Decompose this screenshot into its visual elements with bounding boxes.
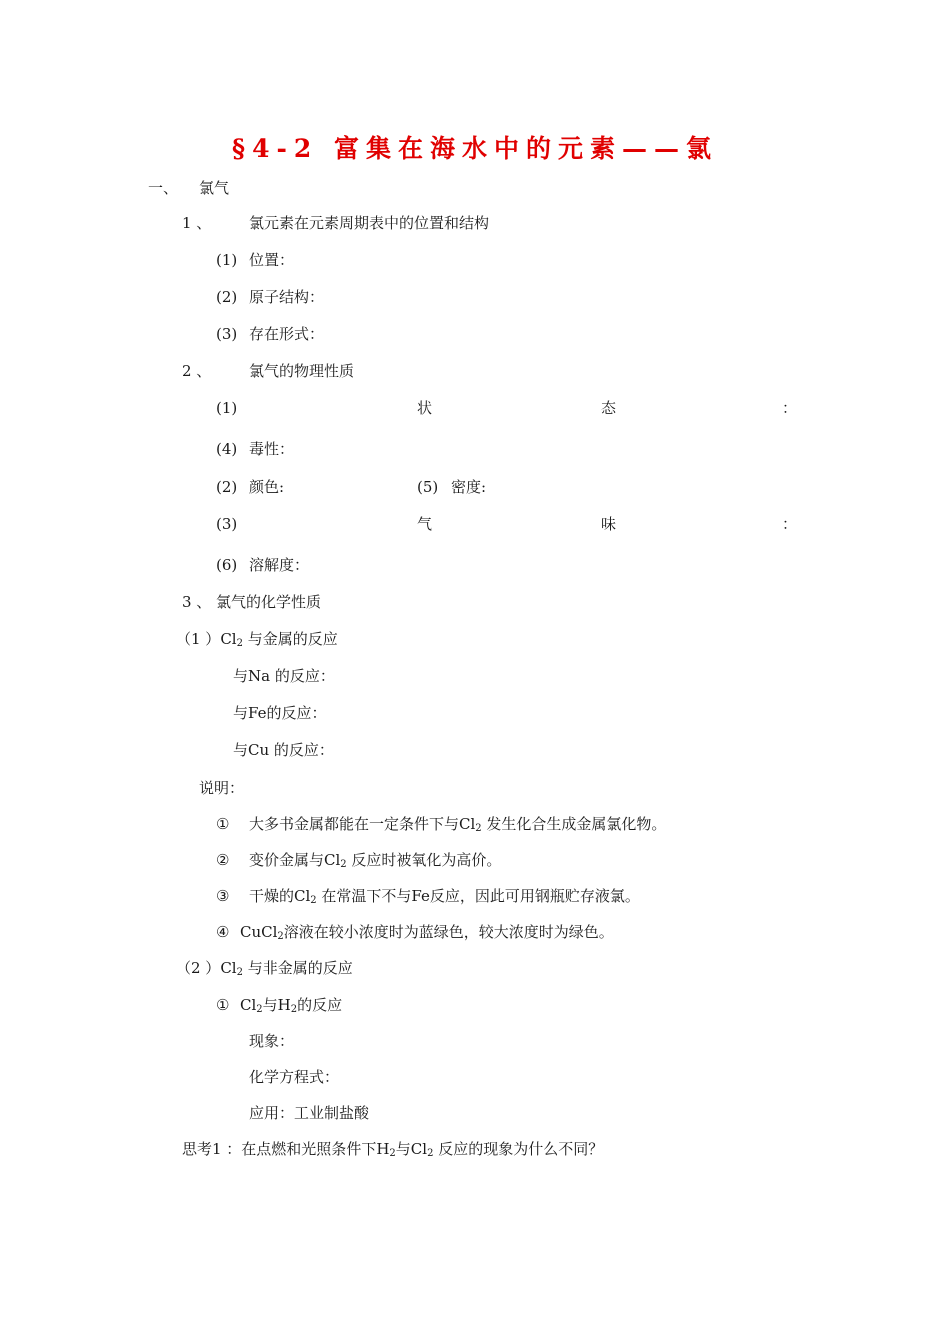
think-question-1: 思考1 ：在点燃和光照条件下$H_2$与$Cl_2$ 反应的现象为什么不同？ [182,1140,604,1159]
sub-item-number: (1) [216,251,238,269]
item-3-number: 3 、 [182,593,212,611]
phys-state-char-2: 态 [601,399,617,417]
sub-item-occurrence: 存在形式： [249,325,325,343]
phys-state-number: (1) [216,399,238,417]
note-3-mark: ③ [216,887,230,905]
h2-phenomenon: 现象： [249,1032,295,1050]
section-1-number: 一、 [148,179,179,197]
phys-color-label: 颜色: [249,478,285,496]
phys-solubility-label: 溶解度： [249,556,310,574]
metal-reaction-na: 与Na 的反应： [233,667,335,685]
phys-density-label: 密度: [451,478,487,496]
note-2-mark: ② [216,851,230,869]
sub-item-atomic-structure: 原子结构： [249,288,325,306]
item-3-label: 氯气的化学性质 [216,593,322,611]
note-1-text: 大多书金属都能在一定条件下与$Cl_2$ 发生化合生成金属氯化物。 [249,815,667,834]
note-4-text: CuCl$_2$溶液在较小浓度时为蓝绿色，较大浓度时为绿色。 [240,923,614,942]
note-label: 说明： [199,779,245,797]
sub-item-number: (3) [216,325,238,343]
phys-smell-colon: ： [782,515,798,533]
item-1-number: 1 、 [182,214,212,232]
sub-item-position: 位置： [249,251,295,269]
page-title: §4-2 富集在海水中的元素——氯 [232,134,718,163]
phys-toxicity-label: 毒性： [249,440,295,458]
phys-smell-char-2: 味 [601,515,617,533]
metal-reaction-fe: 与Fe的反应： [233,704,327,722]
h2-equation: 化学方程式： [249,1068,340,1086]
sub-item-number: (2) [216,288,238,306]
part-2-heading: （2 ）$Cl_2$ 与非金属的反应 [176,959,353,978]
phys-color-number: (2) [216,478,238,496]
phys-toxicity-number: (4) [216,440,238,458]
note-1-mark: ① [216,815,230,833]
part-1-heading: （1 ）$Cl_2$ 与金属的反应 [176,630,338,649]
phys-density-number: (5) [417,478,439,496]
item-1-label: 氯元素在元素周期表中的位置和结构 [249,214,490,232]
h2-reaction-mark: ① [216,996,230,1014]
phys-state-colon: ： [782,399,798,417]
note-4-mark: ④ [216,923,230,941]
section-1-label: 氯气 [199,179,230,197]
item-2-label: 氯气的物理性质 [249,362,355,380]
phys-smell-number: (3) [216,515,238,533]
phys-state-char-1: 状 [417,399,433,417]
phys-solubility-number: (6) [216,556,238,574]
h2-reaction-heading: $Cl_2$与$H_2$的反应 [240,996,343,1015]
h2-application: 应用：工业制盐酸 [249,1104,370,1122]
phys-smell-char-1: 气 [417,515,433,533]
note-3-text: 干燥的$Cl_2$ 在常温下不与Fe反应，因此可用钢瓶贮存液氯。 [249,887,640,906]
metal-reaction-cu: 与Cu 的反应： [233,741,334,759]
item-2-number: 2 、 [182,362,212,380]
note-2-text: 变价金属与$Cl_2$ 反应时被氧化为高价。 [249,851,502,870]
